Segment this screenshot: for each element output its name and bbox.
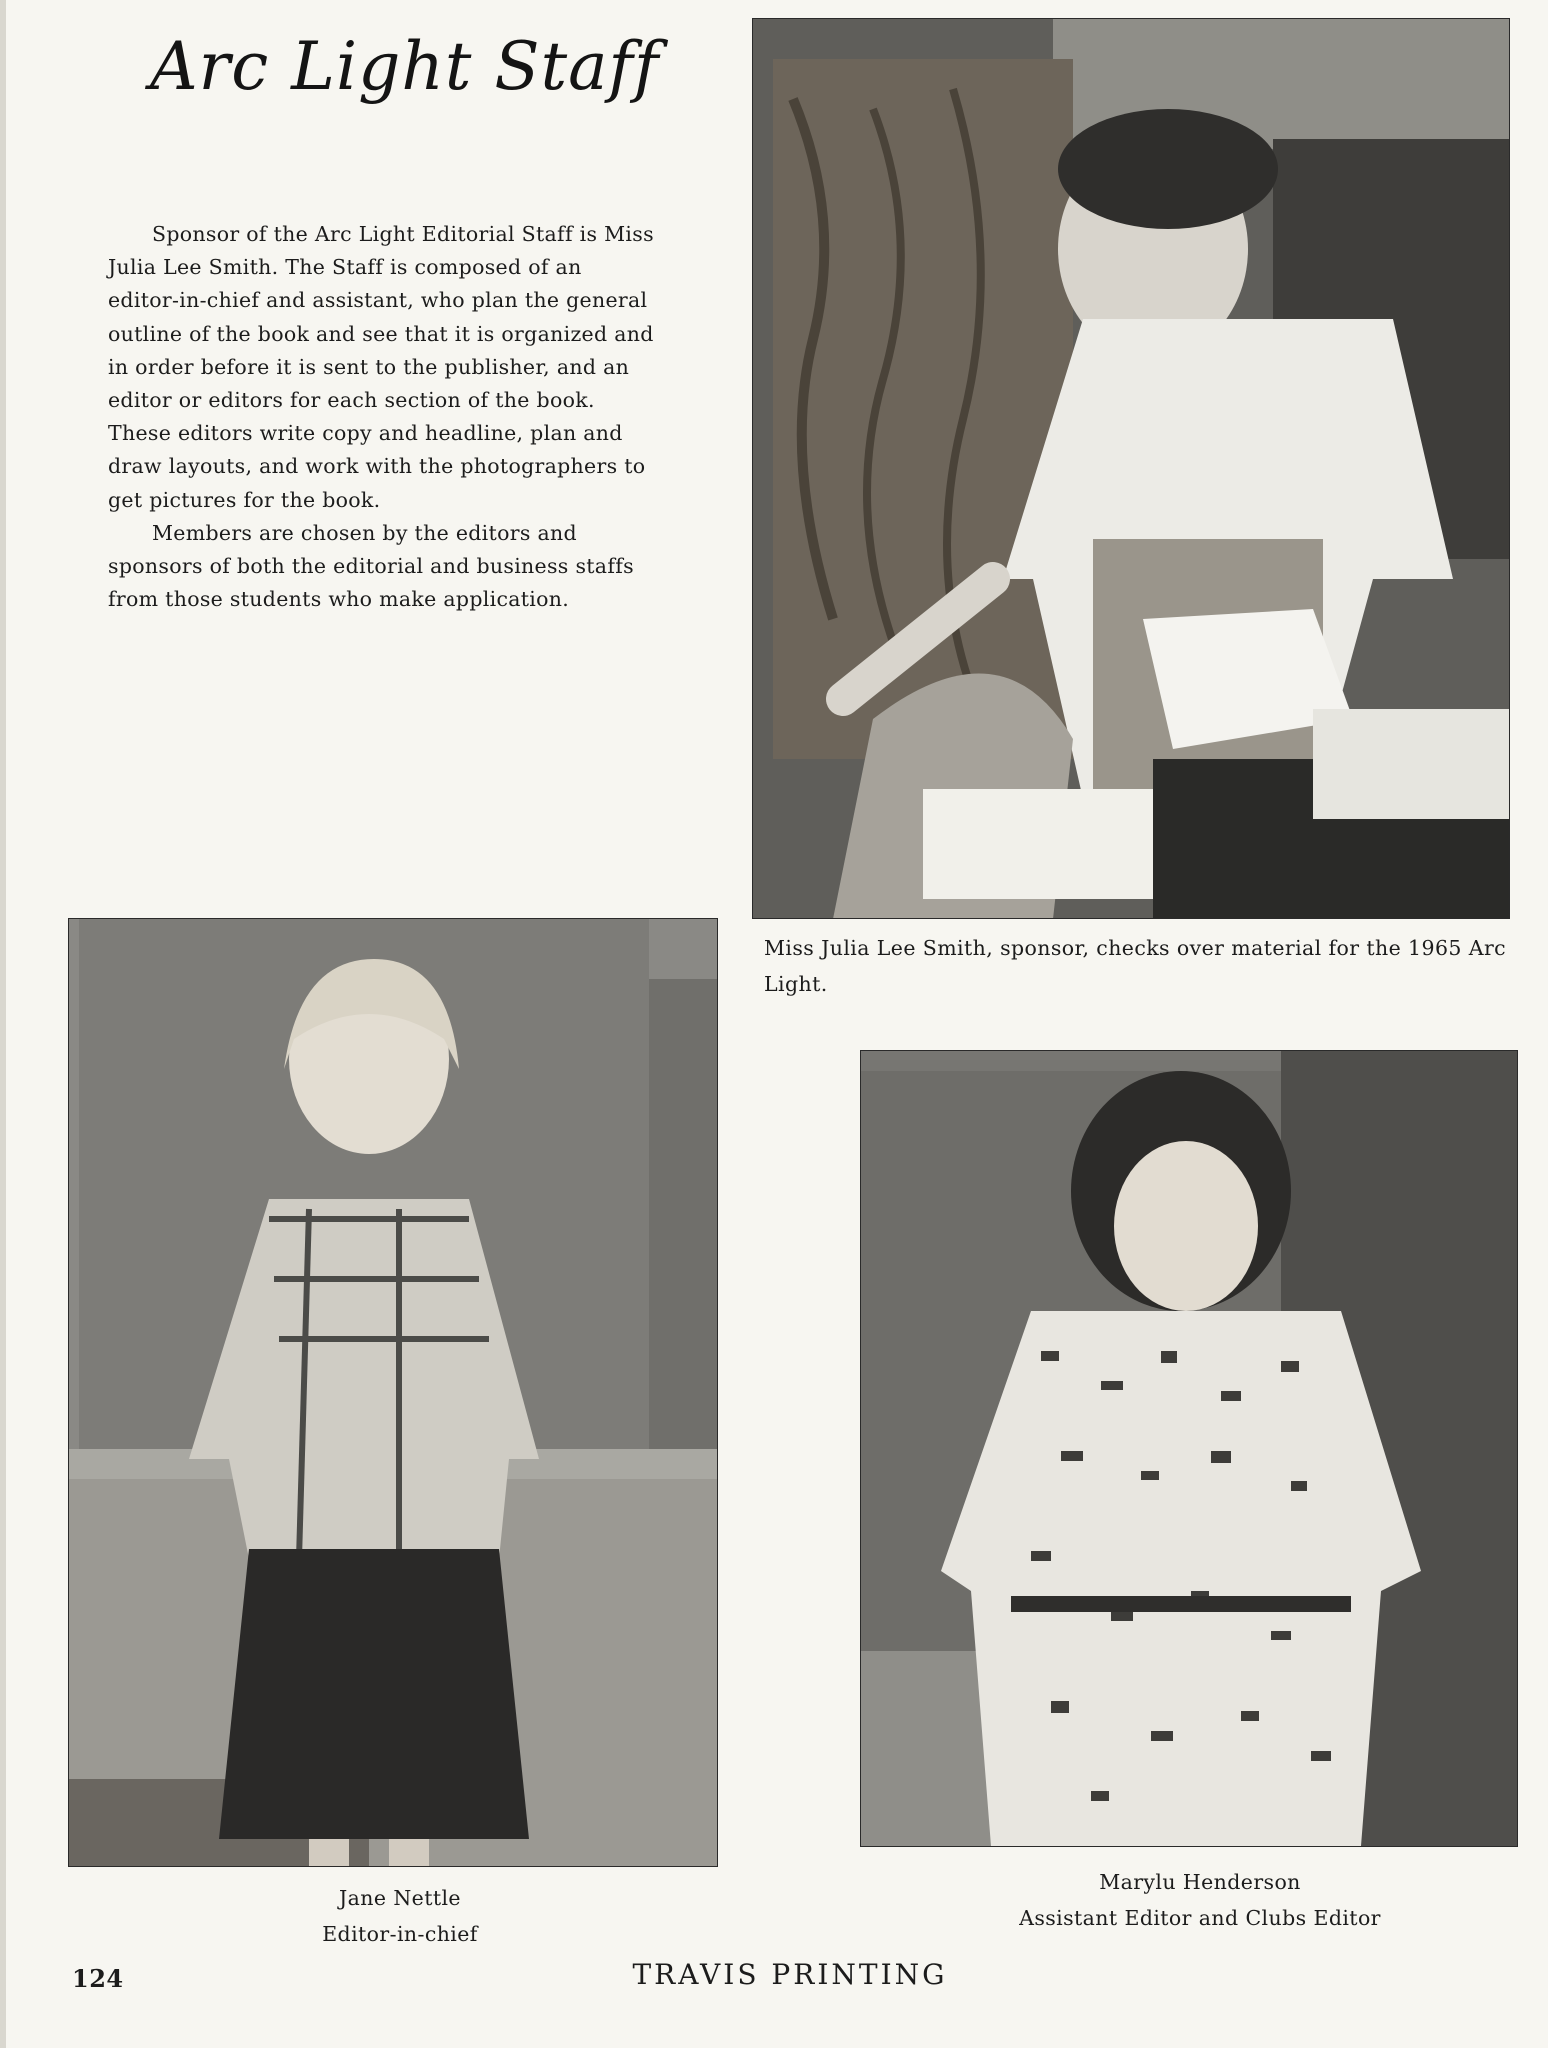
- sponsor-caption: Miss Julia Lee Smith, sponsor, checks over material for the 1965 Arc Light.: [764, 936, 1507, 996]
- editor-role: Editor-in-chief: [322, 1922, 478, 1946]
- body-paragraph-2: Members are chosen by the editors and sponsors of both the editorial and business staffs from those students who make application.: [108, 520, 634, 612]
- assistant-caption: [960, 1864, 1440, 1936]
- assistant-role: Assistant Editor and Clubs Editor: [1019, 1906, 1381, 1930]
- editor-caption: [230, 1880, 570, 1952]
- body-paragraph-1: Sponsor of the Arc Light Editorial Staff is Miss Julia Lee Smith. The Staff is composed of an editor-in-chief and assistant, who plan the general outline of the book and see that it is organized and in order before it is sent to the publisher, and an editor or editors for each section of the book. These editors write copy and headline, plan and draw layouts, and work with the photographers to get pictures for the book.: [108, 222, 654, 512]
- editor-photo: [68, 918, 718, 1867]
- page-binding-edge: [0, 0, 6, 2048]
- assistant-photo: [860, 1050, 1518, 1847]
- assistant-name: Marylu Henderson: [1099, 1870, 1301, 1894]
- editor-name: Jane Nettle: [339, 1886, 461, 1910]
- body-text: [108, 218, 658, 616]
- sponsor-photo: [752, 18, 1510, 919]
- printer-footer: TRAVIS PRINTING: [632, 1958, 948, 1991]
- page-title: Arc Light Staff: [150, 28, 660, 105]
- page-number: 124: [72, 1964, 124, 1993]
